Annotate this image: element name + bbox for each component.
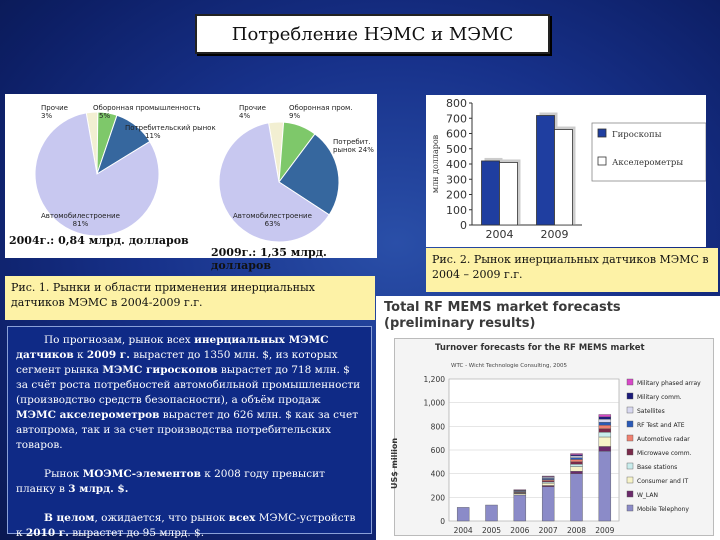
figure1-caption: Рис. 1. Рынки и области применения инерциальных датчиков МЭМС в 2004-2009 г.г.: [5, 276, 375, 320]
sensor-bar-chart-svg: [426, 95, 706, 247]
rf-ytick-label-5: 1,000: [423, 398, 445, 408]
rf-mems-panel: [376, 296, 720, 540]
rf-bar-2009-1: [599, 446, 611, 451]
rf-bar-2009-8: [599, 417, 611, 419]
rf-bar-2005-0: [486, 505, 498, 521]
rf-bar-2008-3: [571, 464, 583, 466]
rf-legend-label-1: Military comm.: [637, 394, 682, 401]
rf-bar-2008-0: [571, 474, 583, 521]
rf-legend-label-2: Satellites: [637, 408, 665, 415]
rf-bar-2008-1: [571, 471, 583, 473]
rf-legend-swatch-4: [627, 435, 633, 441]
bar-ytick-label-0: 0: [460, 219, 467, 232]
pie2-caption: 2009г.: 1,35 млрд. долларов: [211, 246, 327, 272]
bar-ytick-label-6: 600: [446, 127, 467, 141]
rf-legend-label-9: Mobile Telephony: [637, 506, 689, 513]
forecast-paragraph-2: Рынок МОЭМС-элементов к 2008 году превысит планку в 3 млрд. $.: [16, 468, 325, 495]
rf-bar-2007-9: [542, 476, 554, 477]
pie2-label-defense: Оборонная пром. 9%: [289, 104, 353, 120]
bar-legend-swatch-0: [598, 129, 606, 137]
rf-source: WTC - Wicht Technologie Consulting, 2005: [451, 363, 567, 369]
rf-xtick-2006: 2006: [510, 526, 530, 535]
rf-legend-label-5: Microwave comm.: [637, 450, 692, 457]
rf-bar-2007-2: [542, 483, 554, 485]
rf-bar-2009-0: [599, 451, 611, 521]
rf-bar-2009-4: [599, 429, 611, 433]
rf-legend-label-7: Consumer and IT: [637, 478, 689, 485]
rf-xtick-2009: 2009: [595, 526, 615, 535]
pie2-label-consumer: Потребит. рынок 24%: [333, 138, 374, 154]
bar-2004-0: [482, 161, 500, 225]
pie-charts-panel: [5, 94, 377, 272]
rf-legend-label-8: W_LAN: [637, 492, 659, 499]
bar-y-axis-label: млн долларов: [431, 134, 440, 194]
rf-bar-2004-0: [457, 507, 469, 521]
rf-bar-2009-9: [599, 415, 611, 417]
bar-ytick-label-7: 700: [446, 112, 467, 126]
rf-inner-title: Turnover forecasts for the RF MEMS market: [435, 343, 645, 353]
bar-ytick-label-4: 400: [446, 158, 467, 171]
bar-legend-swatch-1: [598, 157, 606, 165]
page-title: Потребление НЭМС и МЭМС: [195, 14, 550, 54]
rf-bar-2009-3: [599, 432, 611, 437]
rf-legend-swatch-8: [627, 491, 633, 497]
pie1-label-auto: Автомобилестроение 81%: [41, 212, 120, 228]
bar-ytick-label-1: 100: [446, 203, 467, 217]
rf-ytick-label-2: 400: [430, 469, 445, 479]
rf-bar-2009-7: [599, 419, 611, 422]
rf-legend-swatch-5: [627, 449, 633, 455]
rf-ytick-label-6: 1,200: [423, 375, 445, 384]
bar-2009-0: [537, 116, 555, 225]
rf-legend-swatch-2: [627, 407, 633, 413]
rf-bar-2009-5: [599, 425, 611, 429]
rf-chart-box: [390, 338, 714, 536]
bar-xtick-2009: 2009: [540, 228, 569, 241]
bar-ytick-label-8: 800: [446, 97, 467, 110]
rf-bar-2009-2: [599, 437, 611, 446]
rf-title: Total RF MEMS market forecasts (preliminary results): [384, 300, 621, 331]
rf-legend-label-0: Military phased array: [637, 380, 701, 387]
rf-ytick-label-4: 800: [430, 422, 445, 432]
bar-xtick-2004: 2004: [485, 228, 514, 241]
rf-legend-swatch-3: [627, 421, 633, 427]
pie1-label-consumer: Потребительский рынок 11%: [125, 124, 216, 140]
rf-bar-2008-4: [571, 462, 583, 464]
rf-xtick-2004: 2004: [453, 526, 473, 535]
rf-ytick-label-0: 0: [440, 517, 445, 526]
pie2-label-auto: Автомобилестроение 63%: [233, 212, 312, 228]
rf-ytick-label-1: 200: [430, 493, 445, 503]
rf-bar-2008-6: [571, 458, 583, 460]
rf-bar-2008-7: [571, 456, 583, 458]
bar-ytick-label-2: 200: [446, 188, 467, 202]
rf-ytick-label-3: 600: [430, 446, 445, 455]
rf-bar-2007-0: [542, 487, 554, 521]
rf-bar-2008-5: [571, 459, 583, 461]
pie1-label-defense: Оборонная промышленность 5%: [93, 104, 201, 120]
rf-xtick-2007: 2007: [538, 526, 558, 535]
rf-bar-2008-2: [571, 467, 583, 472]
rf-chart-svg: [395, 339, 715, 537]
rf-y-axis-label: US$ million: [390, 437, 400, 490]
bar-ytick-label-5: 500: [446, 142, 467, 156]
bar-2004-1: [500, 162, 518, 225]
rf-xtick-2008: 2008: [566, 526, 587, 535]
rf-legend-label-3: RF Test and ATE: [637, 422, 685, 429]
bar-legend-label-1: Акселерометры: [612, 158, 684, 168]
rf-bar-2009-6: [599, 422, 611, 425]
pie1-label-other: Прочие 3%: [41, 104, 68, 120]
rf-legend-label-6: Base stations: [637, 464, 678, 471]
pie2-label-other: Прочие 4%: [239, 104, 266, 120]
bar-2009-1: [555, 130, 573, 225]
rf-bar-2006-0: [514, 495, 526, 521]
rf-bar-2006-9: [514, 490, 526, 491]
sensor-bar-chart-panel: [426, 95, 706, 247]
forecast-paragraph-1: По прогнозам, рынок всех инерциальных МЭМС датчиков к 2009 г. вырастет до 1350 млн. $, из которых сегмент рынка МЭМС гироскопов вырастет до 718 млн. $ за счёт роста потребностей автомобильной промышленности (производство средств безопасности), а объём продаж МЭМС акселерометров вырастет до 626 млн. $ как за счет автопрома, так и за счет производства потребительских товаров.: [16, 334, 361, 451]
rf-legend-label-4: Automotive radar: [637, 436, 690, 443]
rf-legend-swatch-6: [627, 463, 633, 469]
bar-legend-label-0: Гироскопы: [612, 130, 662, 140]
rf-legend-swatch-7: [627, 477, 633, 483]
forecast-text: [7, 326, 372, 539]
rf-xtick-2005: 2005: [481, 526, 502, 535]
pie1-caption: 2004г.: 0,84 млрд. долларов: [9, 234, 189, 247]
rf-bar-2008-9: [571, 454, 583, 455]
figure2-caption: Рис. 2. Рынок инерциальных датчиков МЭМС в 2004 – 2009 г.г.: [426, 248, 718, 292]
bar-ytick-label-3: 300: [446, 173, 467, 187]
rf-legend-swatch-0: [627, 379, 633, 385]
forecast-paragraph-3: В целом, ожидается, что рынок всех МЭМС-устройств к 2010 г. вырастет до 95 млрд. $.: [16, 512, 356, 539]
rf-legend-swatch-1: [627, 393, 633, 399]
rf-legend-swatch-9: [627, 505, 633, 511]
